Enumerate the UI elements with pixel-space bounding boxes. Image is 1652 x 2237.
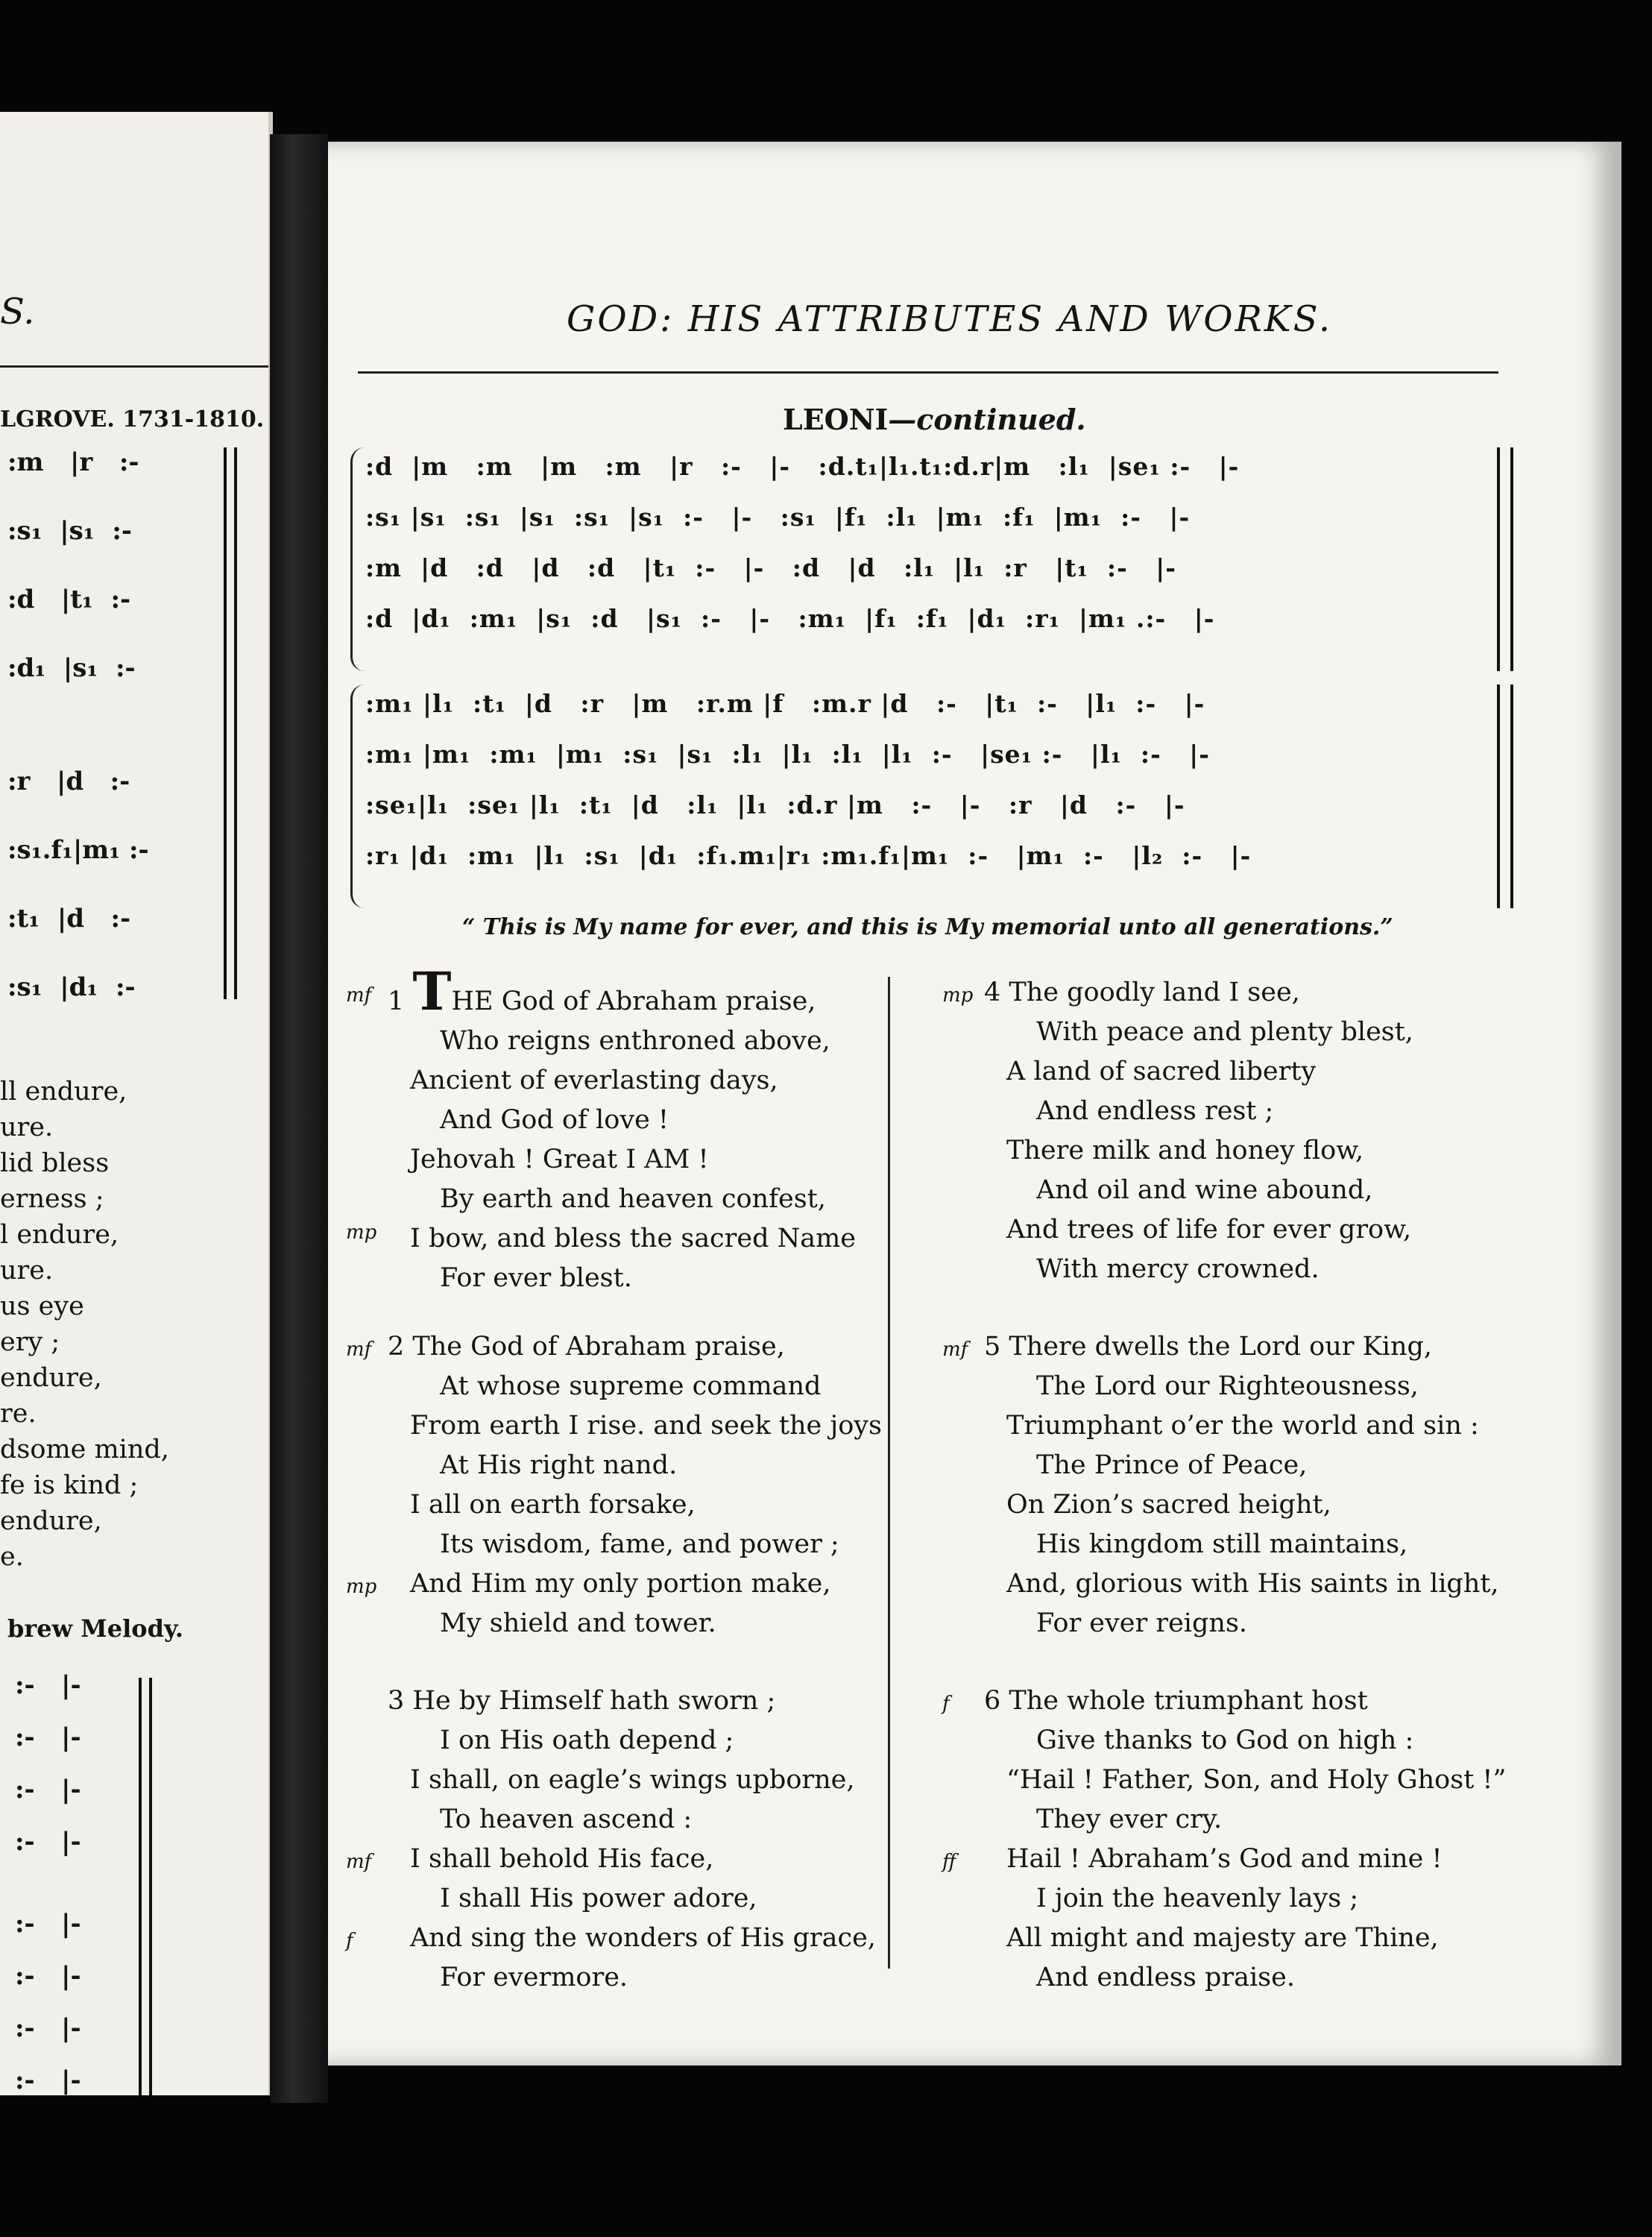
- verse-line: [984, 1250, 1413, 1289]
- verse-line: [388, 1879, 876, 1919]
- verse-line-text: And God of love !: [440, 1105, 669, 1135]
- verse-line-text: The God of Abraham praise,: [412, 1332, 785, 1362]
- book-spine: [270, 134, 328, 2103]
- hymn-verse: [942, 1681, 1507, 1998]
- verse-line-text: I shall, on eagle’s wings upborne,: [410, 1765, 855, 1795]
- verse-line-text: To heaven ascend :: [440, 1805, 693, 1834]
- verse-line-text: The whole triumphant host: [1009, 1686, 1368, 1716]
- hymn-verse: [942, 973, 1413, 1289]
- verse-line: [984, 1210, 1413, 1250]
- left-lower-bar: [139, 1678, 152, 2095]
- verse-line: [388, 1259, 856, 1298]
- verse-line-text: HE God of Abraham praise,: [451, 987, 816, 1016]
- verse-line-text: Its wisdom, fame, and power ;: [440, 1529, 839, 1559]
- verse-line: [388, 1327, 882, 1367]
- left-text-line: e.: [0, 1542, 24, 1572]
- verse-line: [388, 1604, 882, 1643]
- verse-number: 5: [984, 1332, 1001, 1362]
- verse-line-text: They ever cry.: [1036, 1805, 1223, 1834]
- verse-line: [984, 1367, 1499, 1406]
- dynamic-mark: mp: [942, 984, 974, 1007]
- verse-line: [984, 1406, 1499, 1446]
- left-lower-row: :- |-: [15, 1670, 81, 1700]
- verse-line-text: For ever reigns.: [1036, 1608, 1248, 1638]
- verse-line: [388, 1367, 882, 1406]
- verse-line: [388, 1140, 856, 1180]
- left-melody-label: brew Melody.: [7, 1614, 183, 1643]
- tune-title: [783, 403, 1086, 436]
- dynamic-mark: f: [942, 1693, 950, 1715]
- dynamic-mark: mp: [346, 1576, 377, 1598]
- scripture-quote: “ This is My name for ever, and this is My memorial unto all generations.”: [462, 914, 1393, 940]
- left-text-line: re.: [0, 1399, 37, 1429]
- verse-line: [984, 1052, 1413, 1092]
- verse-line-text: And, glorious with His saints in light,: [1006, 1569, 1499, 1599]
- solfa-system-1: [350, 447, 1513, 671]
- verse-line: [388, 1219, 856, 1259]
- solfa-row: :m |d :d |d :d |t₁ :- |- :d |d :l₁ |l₁ :r |t₁ :- |-: [365, 553, 1176, 582]
- system-double-bar: [1497, 685, 1513, 908]
- verse-line-text: From earth I rise. and seek the joys: [410, 1411, 883, 1441]
- verse-line: [388, 1022, 856, 1061]
- left-solfa-row: :r |d :-: [7, 767, 130, 796]
- verse-line-text: Triumphant o’er the world and sin :: [1006, 1411, 1479, 1441]
- hymn-verse: [346, 1681, 876, 1998]
- verse-line-text: I shall behold His face,: [410, 1844, 714, 1874]
- verse-line: [388, 1180, 856, 1219]
- verse-line-text: And endless rest ;: [1036, 1096, 1274, 1126]
- verse-line: [388, 1564, 882, 1604]
- verse-line-text: I shall His power adore,: [440, 1884, 757, 1913]
- verse-line: [388, 1721, 876, 1761]
- left-lower-row: :- |-: [15, 1775, 81, 1805]
- verse-line: [984, 1171, 1413, 1210]
- verse-line-text: And oil and wine abound,: [1036, 1175, 1373, 1205]
- verse-line: [984, 1525, 1499, 1564]
- verse-line: [984, 1800, 1506, 1840]
- left-solfa-row: :d₁ |s₁ :-: [7, 653, 136, 683]
- verse-line: [388, 1800, 876, 1840]
- verse-line: [984, 1564, 1499, 1604]
- solfa-system-2: [350, 685, 1513, 908]
- dynamic-mark: f: [346, 1930, 353, 1952]
- verse-line: [388, 1061, 856, 1101]
- verse-line-text: I bow, and bless the sacred Name: [410, 1224, 857, 1253]
- verse-line: [984, 1721, 1506, 1761]
- verse-line: [388, 960, 856, 1022]
- verse-line-text: Give thanks to God on high :: [1036, 1725, 1414, 1755]
- verse-line: [984, 1446, 1499, 1485]
- verse-line-text: The Prince of Peace,: [1036, 1450, 1308, 1480]
- verse-line: [388, 1681, 876, 1721]
- verse-line: [388, 1525, 882, 1564]
- left-text-line: endure,: [0, 1506, 102, 1536]
- verse-line: [984, 1327, 1499, 1367]
- verse-line: [388, 1761, 876, 1800]
- left-lower-row: :- |-: [15, 1827, 81, 1857]
- left-header-rule: [0, 365, 268, 368]
- verse-line-text: For evermore.: [440, 1963, 628, 1992]
- verse-line: [984, 973, 1413, 1013]
- left-text-line: ll endure,: [0, 1077, 127, 1107]
- solfa-row: :m₁ |l₁ :t₁ |d :r |m :r.m |f :m.r |d :- |t₁ :- |l₁ :- |-: [365, 689, 1205, 718]
- left-solfa-row: :s₁ |d₁ :-: [7, 972, 136, 1002]
- verse-line: [984, 1840, 1506, 1879]
- left-text-line: us eye: [0, 1291, 84, 1321]
- system-brace: [350, 685, 365, 908]
- verse-line: [388, 1958, 876, 1998]
- tune-name: LEONI: [783, 403, 889, 436]
- left-lower-row: :- |-: [15, 2065, 81, 2095]
- left-double-bar: [224, 447, 237, 999]
- verse-line-text: Who reigns enthroned above,: [440, 1026, 830, 1056]
- verse-line: [984, 1919, 1506, 1958]
- verse-line-text: I all on earth forsake,: [410, 1490, 696, 1520]
- verse-line: [388, 1446, 882, 1485]
- verse-line-text: And endless praise.: [1036, 1963, 1295, 1992]
- left-solfa-row: :m |r :-: [7, 447, 139, 477]
- verse-line-text: The goodly land I see,: [1009, 978, 1300, 1007]
- verse-line: [984, 1485, 1499, 1525]
- dynamic-mark: ff: [942, 1851, 956, 1873]
- verse-line: [984, 1131, 1413, 1171]
- verse-line: [984, 1879, 1506, 1919]
- solfa-row: :d |d₁ :m₁ |s₁ :d |s₁ :- |- :m₁ |f₁ :f₁ |d₁ :r₁ |m₁ .:- |-: [365, 604, 1215, 633]
- verse-line-text: The Lord our Righteousness,: [1036, 1371, 1419, 1401]
- dynamic-mark: mf: [346, 984, 372, 1007]
- solfa-row: :d |m :m |m :m |r :- |- :d.t₁|l₁.t₁:d.r|m :l₁ |se₁ :- |-: [365, 452, 1240, 481]
- solfa-row: :se₁|l₁ :se₁ |l₁ :t₁ |d :l₁ |l₁ :d.r |m :- |- :r |d :- |-: [365, 790, 1185, 819]
- verse-number: 3: [388, 1686, 405, 1716]
- verse-line-text: By earth and heaven confest,: [440, 1184, 826, 1214]
- verse-line: [984, 1958, 1506, 1998]
- tune-suffix: —continued.: [888, 403, 1086, 436]
- verse-line-text: I join the heavenly lays ;: [1036, 1884, 1359, 1913]
- hymn-verse: [346, 960, 857, 1298]
- verse-line-text: With peace and plenty blest,: [1036, 1017, 1413, 1047]
- verse-line-text: All might and majesty are Thine,: [1006, 1923, 1439, 1953]
- left-text-line: lid bless: [0, 1148, 110, 1178]
- verse-line: [984, 1761, 1506, 1800]
- verse-line-text: And trees of life for ever grow,: [1006, 1215, 1412, 1245]
- system-brace: [350, 447, 365, 671]
- left-verse-text: [0, 1074, 169, 1575]
- left-solfa-row: :s₁.f₁|m₁ :-: [7, 835, 149, 865]
- verse-line-text: On Zion’s sacred height,: [1006, 1490, 1331, 1520]
- verse-line-text: He by Himself hath sworn ;: [412, 1686, 776, 1716]
- solfa-row: :s₁ |s₁ :s₁ |s₁ :s₁ |s₁ :- |- :s₁ |f₁ :l₁ |m₁ :f₁ |m₁ :- |-: [365, 503, 1191, 532]
- verse-number: 4: [984, 978, 1001, 1007]
- verse-line: [388, 1406, 882, 1446]
- left-text-line: ure.: [0, 1113, 54, 1142]
- left-text-line: ure.: [0, 1256, 54, 1286]
- left-header-fragment: S.: [0, 291, 35, 333]
- left-text-line: ery ;: [0, 1327, 60, 1357]
- left-page: [0, 112, 273, 2095]
- verse-line-text: At His right nand.: [440, 1450, 678, 1480]
- verse-line: [984, 1013, 1413, 1052]
- verse-line: [388, 1840, 876, 1879]
- verse-line-text: And Him my only portion make,: [410, 1569, 831, 1599]
- drop-cap: T: [412, 960, 452, 1022]
- verse-number: 1: [388, 987, 405, 1016]
- left-solfa-row: :s₁ |s₁ :-: [7, 516, 132, 546]
- verse-line-text: My shield and tower.: [440, 1608, 716, 1638]
- left-text-line: dsome mind,: [0, 1435, 169, 1464]
- verse-line-text: Jehovah ! Great I AM !: [410, 1145, 709, 1174]
- left-text-line: erness ;: [0, 1184, 104, 1214]
- dynamic-mark: mp: [346, 1221, 377, 1244]
- verse-number: 6: [984, 1686, 1001, 1716]
- verse-line: [984, 1092, 1413, 1131]
- verse-line-text: With mercy crowned.: [1036, 1254, 1320, 1284]
- verse-line-text: “Hail ! Father, Son, and Holy Ghost !”: [1006, 1765, 1507, 1795]
- left-solfa-row: :t₁ |d :-: [7, 904, 131, 934]
- verse-line-text: I on His oath depend ;: [440, 1725, 734, 1755]
- verse-line: [388, 1919, 876, 1958]
- left-lower-row: :- |-: [15, 1909, 81, 1939]
- verse-line-text: There dwells the Lord our King,: [1009, 1332, 1433, 1362]
- dynamic-mark: mf: [942, 1338, 968, 1361]
- verse-line: [388, 1485, 882, 1525]
- left-lower-row: :- |-: [15, 1961, 81, 1991]
- column-divider: [888, 977, 890, 1969]
- verse-line: [984, 1604, 1499, 1643]
- verse-line-text: A land of sacred liberty: [1006, 1057, 1317, 1086]
- system-double-bar: [1497, 447, 1513, 671]
- verse-line-text: His kingdom still maintains,: [1036, 1529, 1408, 1559]
- header-rule: [358, 371, 1498, 374]
- left-lower-row: :- |-: [15, 2013, 81, 2043]
- left-text-line: endure,: [0, 1363, 102, 1393]
- dynamic-mark: mf: [346, 1338, 372, 1361]
- verse-line-text: And sing the wonders of His grace,: [410, 1923, 876, 1953]
- solfa-row: :r₁ |d₁ :m₁ |l₁ :s₁ |d₁ :f₁.m₁|r₁ :m₁.f₁|m₁ :- |m₁ :- |l₂ :- |-: [365, 841, 1252, 870]
- left-text-line: fe is kind ;: [0, 1470, 139, 1500]
- verse-line-text: Hail ! Abraham’s God and mine !: [1006, 1844, 1443, 1874]
- hymn-verse: [942, 1327, 1499, 1643]
- left-composer: LGROVE. 1731-1810.: [0, 406, 265, 432]
- dynamic-mark: mf: [346, 1851, 372, 1873]
- solfa-row: :m₁ |m₁ :m₁ |m₁ :s₁ |s₁ :l₁ |l₁ :l₁ |l₁ :- |se₁ :- |l₁ :- |-: [365, 740, 1210, 769]
- left-lower-row: :- |-: [15, 1722, 81, 1752]
- left-solfa-row: :d |t₁ :-: [7, 585, 131, 614]
- verse-line: [388, 1101, 856, 1140]
- verse-number: 2: [388, 1332, 405, 1362]
- verse-line-text: At whose supreme command: [440, 1371, 822, 1401]
- verse-line-text: Ancient of everlasting days,: [410, 1066, 778, 1095]
- left-text-line: l endure,: [0, 1220, 119, 1250]
- hymn-verse: [346, 1327, 883, 1643]
- verse-line: [984, 1681, 1506, 1721]
- verse-line-text: For ever blest.: [440, 1263, 632, 1293]
- page-header: GOD: HIS ATTRIBUTES AND WORKS.: [567, 298, 1333, 340]
- verse-line-text: There milk and honey flow,: [1006, 1136, 1364, 1165]
